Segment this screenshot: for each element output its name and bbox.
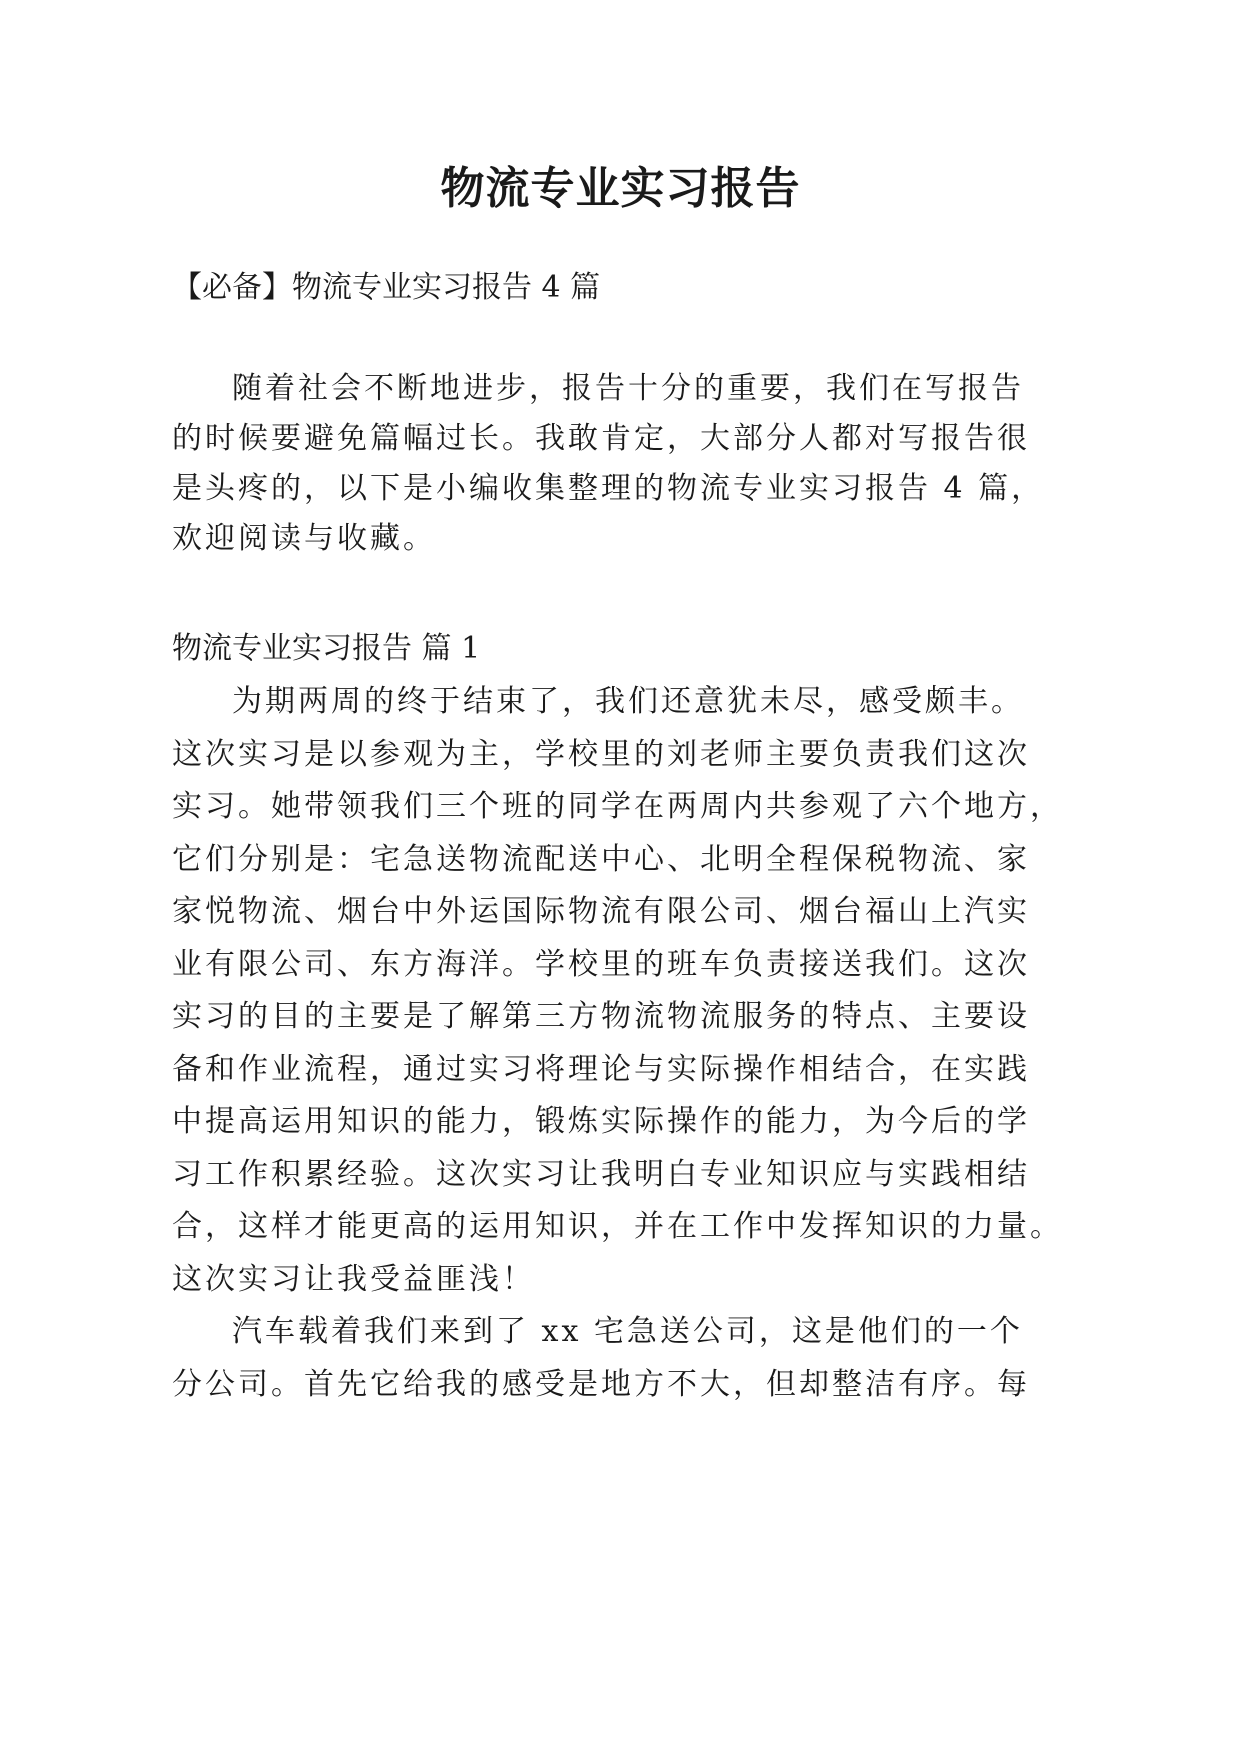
body-line: 习工作积累经验。这次实习让我明白专业知识应与实践相结 — [172, 1156, 1030, 1192]
body-line: 实习。她带领我们三个班的同学在两周内共参观了六个地方， — [172, 789, 1063, 824]
intro-line: 是头疼的，以下是小编收集整理的物流专业实习报告 4 篇， — [172, 471, 1045, 506]
body-line: 这次实习让我受益匪浅！ — [172, 1261, 535, 1297]
body-line: 这次实习是以参观为主，学校里的刘老师主要负责我们这次 — [172, 736, 1030, 772]
body-line: 中提高运用知识的能力，锻炼实际操作的能力，为今后的学 — [172, 1104, 1030, 1139]
body-line: 分公司。首先它给我的感受是地方不大，但却整洁有序。每 — [172, 1366, 1030, 1402]
document-subtitle: 【必备】物流专业实习报告 4 篇 — [172, 270, 601, 305]
intro-line: 欢迎阅读与收藏。 — [172, 521, 436, 556]
body-line: 备和作业流程，通过实习将理论与实际操作相结合，在实践 — [172, 1051, 1030, 1087]
body-text — [172, 676, 1063, 1411]
document-title: 物流专业实习报告 — [440, 163, 801, 214]
body-line: 合，这样才能更高的运用知识，并在工作中发挥知识的力量。 — [172, 1209, 1063, 1244]
intro-paragraph — [172, 364, 1045, 564]
body-line: 为期两周的终于结束了，我们还意犹未尽，感受颇丰。 — [232, 684, 1024, 719]
body-line: 业有限公司、东方海洋。学校里的班车负责接送我们。这次 — [172, 946, 1030, 982]
intro-line: 随着社会不断地进步，报告十分的重要，我们在写报告 — [232, 371, 1024, 406]
section-heading: 物流专业实习报告 篇 1 — [172, 631, 481, 666]
body-line: 实习的目的主要是了解第三方物流物流服务的特点、主要设 — [172, 999, 1030, 1034]
body-line: 它们分别是：宅急送物流配送中心、北明全程保税物流、家 — [172, 841, 1030, 877]
body-line: 汽车载着我们来到了 xx 宅急送公司，这是他们的一个 — [232, 1314, 1023, 1349]
intro-line: 的时候要避免篇幅过长。我敢肯定，大部分人都对写报告很 — [172, 421, 1030, 456]
body-line: 家悦物流、烟台中外运国际物流有限公司、烟台福山上汽实 — [172, 894, 1030, 929]
